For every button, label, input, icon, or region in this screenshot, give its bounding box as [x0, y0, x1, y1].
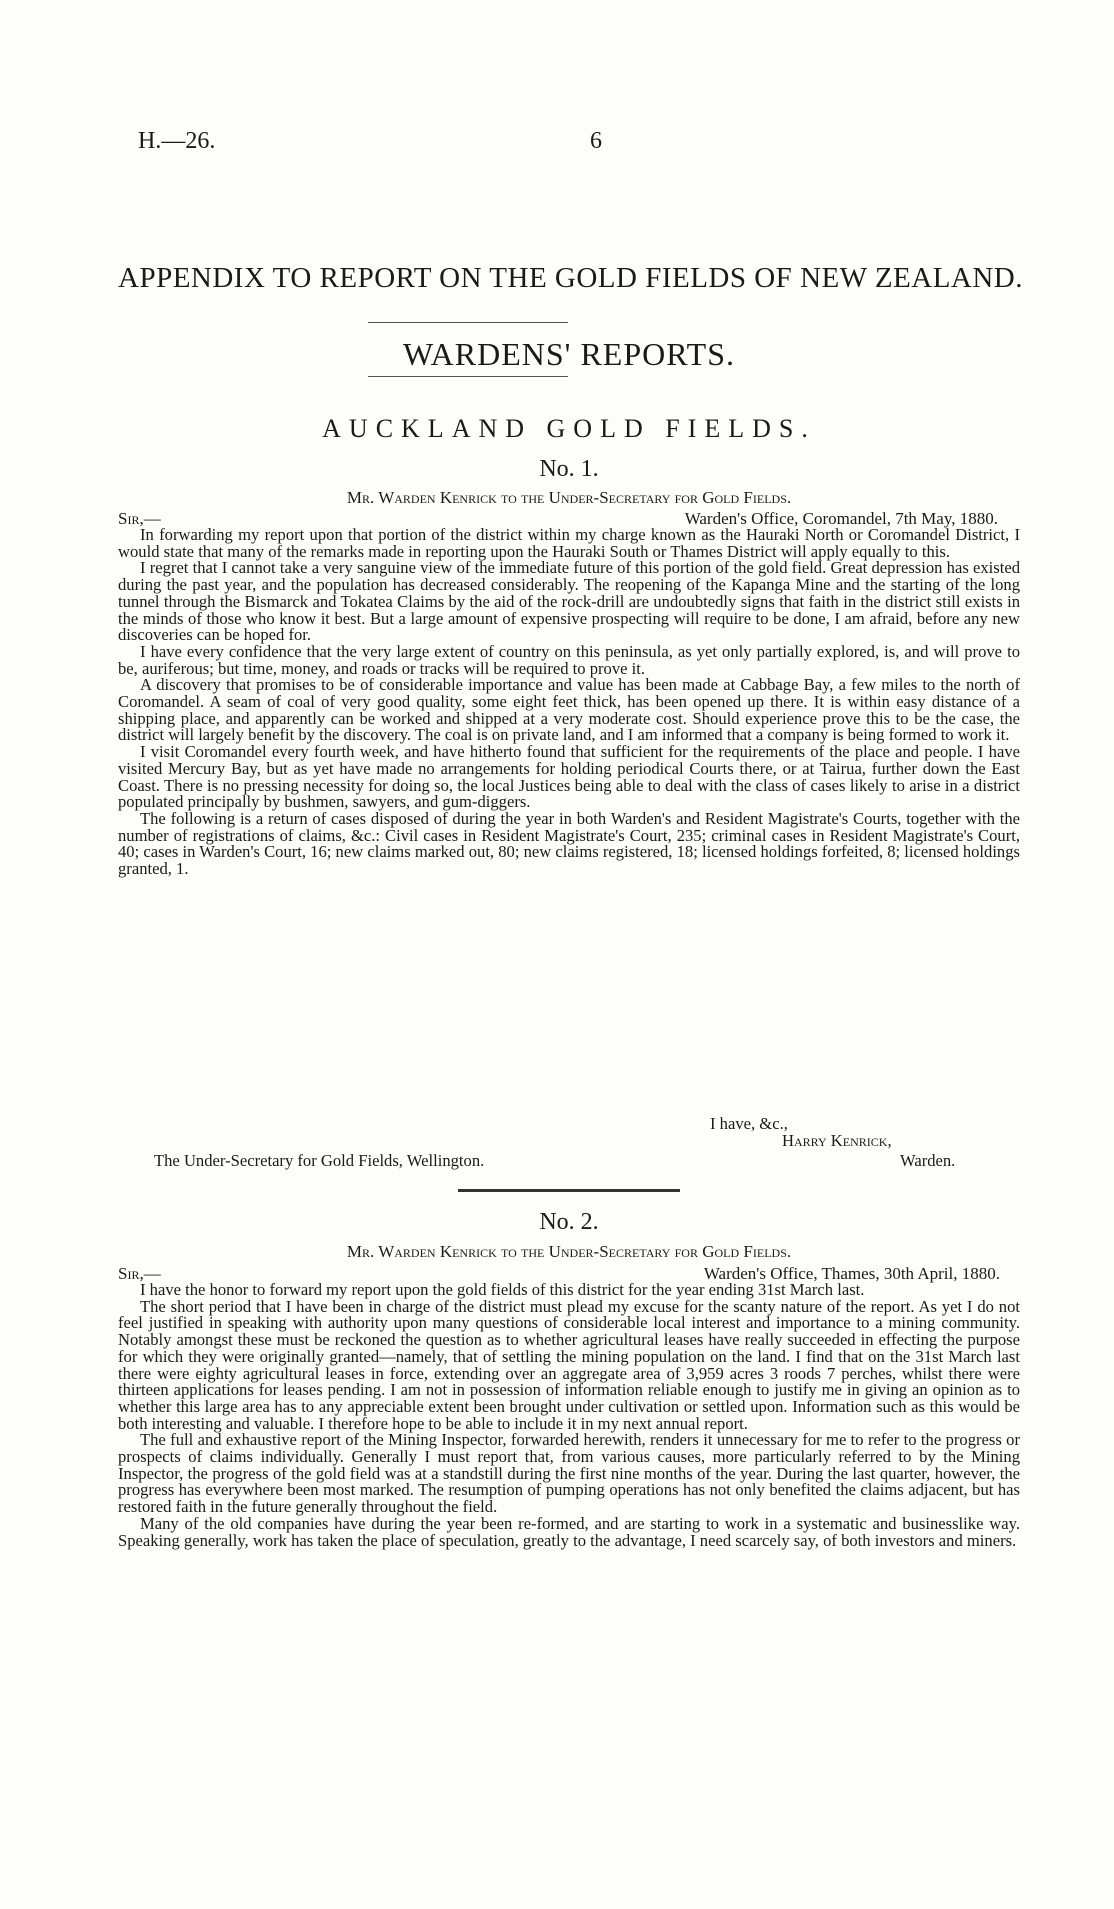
- report-2-paragraph: The full and exhaustive report of the Mining Inspector, forwarded herewith, renders it unnecessary for me to refer to the progress or prospects of claims individually. Generally I must report that, from various causes, more particularly referred to by the Mining Inspector, the progress of the gold field was at a standstill during the first nine months of the year. During the last quarter, however, the progress has everywhere been most marked. The resumption of pumping operations has not only benefited the claims adjacent, but has restored faith in the future generally throughout the field.: [118, 1430, 1020, 1517]
- divider-rule-bottom: [368, 376, 568, 377]
- report-2-salutation: Sir,—: [118, 1264, 161, 1283]
- report-1-office-date: Warden's Office, Coromandel, 7th May, 1880.: [684, 509, 998, 528]
- report-2-office-date: Warden's Office, Thames, 30th April, 1880.: [703, 1264, 1000, 1283]
- report-1-addressee: The Under-Secretary for Gold Fields, Wellington.: [154, 1151, 485, 1170]
- report-2-from-to: Mr. Warden Kenrick to the Under-Secretary for Gold Fields.: [346, 1242, 792, 1261]
- report-separator: [458, 1189, 680, 1192]
- document-page: [118, 0, 1023, 1909]
- page-number: 6: [590, 128, 602, 154]
- report-2-body: [118, 1282, 1020, 1549]
- report-2-number: No. 2.: [539, 1209, 599, 1235]
- page-header: [138, 128, 1020, 158]
- section-title: WARDENS' REPORTS.: [403, 336, 735, 372]
- report-1-number: No. 1.: [539, 456, 599, 482]
- report-1-paragraph: In forwarding my report upon that portion of the district within my charge known as the Hauraki North or Coromandel District, I would state that many of the remarks made in reporting upon the Hauraki South or Thames District will apply equally to this.: [118, 525, 1020, 561]
- appendix-title: APPENDIX TO REPORT ON THE GOLD FIELDS OF NEW ZEALAND.: [118, 262, 1023, 294]
- report-2-paragraph: I have the honor to forward my report upon the gold fields of this district for the year ending 31st March last.: [140, 1280, 865, 1299]
- report-1-warden-title: Warden.: [900, 1151, 956, 1170]
- report-1-salutation: Sir,—: [118, 509, 161, 528]
- report-1-paragraph: I visit Coromandel every fourth week, and have hitherto found that sufficient for the requirements of the place and people. I have visited Mercury Bay, but as yet have made no arrangements for holding periodical Courts there, or at Tairua, further down the East Coast. There is no pressing necessity for doing so, the local Justices being able to deal with the class of cases likely to arise in a district populated principally by bushmen, sawyers, and gum-diggers.: [118, 742, 1020, 812]
- report-1-signature: Harry Kenrick,: [782, 1131, 892, 1150]
- report-1-paragraph: The following is a return of cases disposed of during the year in both Warden's and Resident Magistrate's Courts, together with the number of registrations of claims, &c.: Civil cases in Resident Magistrate's Court, 235; criminal cases in Resident Magistrate's Court, 40; cases in Warden's Court, 16; new claims marked out, 80; new claims registered, 18; licensed holdings forfeited, 8; licensed holdings granted, 1.: [118, 808, 1020, 879]
- report-1-from-to: Mr. Warden Kenrick to the Under-Secretary for Gold Fields.: [346, 488, 792, 507]
- document-code: H.—26.: [138, 128, 216, 154]
- divider-rule-top: [368, 322, 568, 323]
- subsection-title: AUCKLAND GOLD FIELDS.: [322, 414, 816, 443]
- report-1-body: [118, 527, 1020, 878]
- report-1-paragraph: I regret that I cannot take a very sanguine view of the immediate future of this portion of the gold field. Great depression has existed during the past year, and the population has decreased considerably. The reopening of the Kapanga Mine and the starting of the long tunnel through the Bismarck and Tokatea Claims by the aid of the rock-drill are undoubtedly signs that faith in the district still exists in the minds of those who know it best. But a large amount of expensive prospecting will require to be done, I am afraid, before any new discoveries can be hoped for.: [118, 558, 1020, 645]
- report-2-paragraph: The short period that I have been in charge of the district must plead my excuse for the scanty nature of the report. As yet I do not feel justified in speaking with authority upon many questions of considerable local interest and importance to a mining community. Notably amongst these must be reckoned the question as to whether agricultural leases have really succeeded in effecting the purpose for which they were originally granted—namely, that of settling the mining population on the land. I find that on the 31st March last there were eighty agricultural leases in force, extending over an aggregate area of 3,959 acres 3 roods 7 perches, whilst there were thirteen applications for leases pending. I am not in possession of information reliable enough to justify me in giving an opinion as to whether this large area has to any appreciable extent been brought under cultivation or settled upon. Information such as this would be both interesting and valuable. I therefore hope to be able to include it in my next annual report.: [118, 1296, 1020, 1433]
- report-1-paragraph: I have every confidence that the very large extent of country on this peninsula, as yet only partially explored, is, and will prove to be, auriferous; but time, money, and roads or tracks will be required to prove it.: [118, 641, 1020, 678]
- report-1-paragraph: A discovery that promises to be of considerable importance and value has been made at Cabbage Bay, a few miles to the north of Coromandel. A seam of coal of very good quality, some eight feet thick, has been opened up there. It is within easy distance of a shipping place, and apparently can be worked and shipped at a very moderate cost. Should experience prove this to be the case, the district will largely benefit by the discovery. The coal is on private land, and I am informed that a company is being formed to work it.: [118, 675, 1020, 745]
- report-2-paragraph: Many of the old companies have during the year been re-formed, and are starting to work in a systematic and businesslike way. Speaking generally, work has taken the place of speculation, greatly to the advantage, I need scarcely say, of both investors and miners.: [118, 1513, 1020, 1550]
- report-1-closing: I have, &c.,: [710, 1114, 788, 1133]
